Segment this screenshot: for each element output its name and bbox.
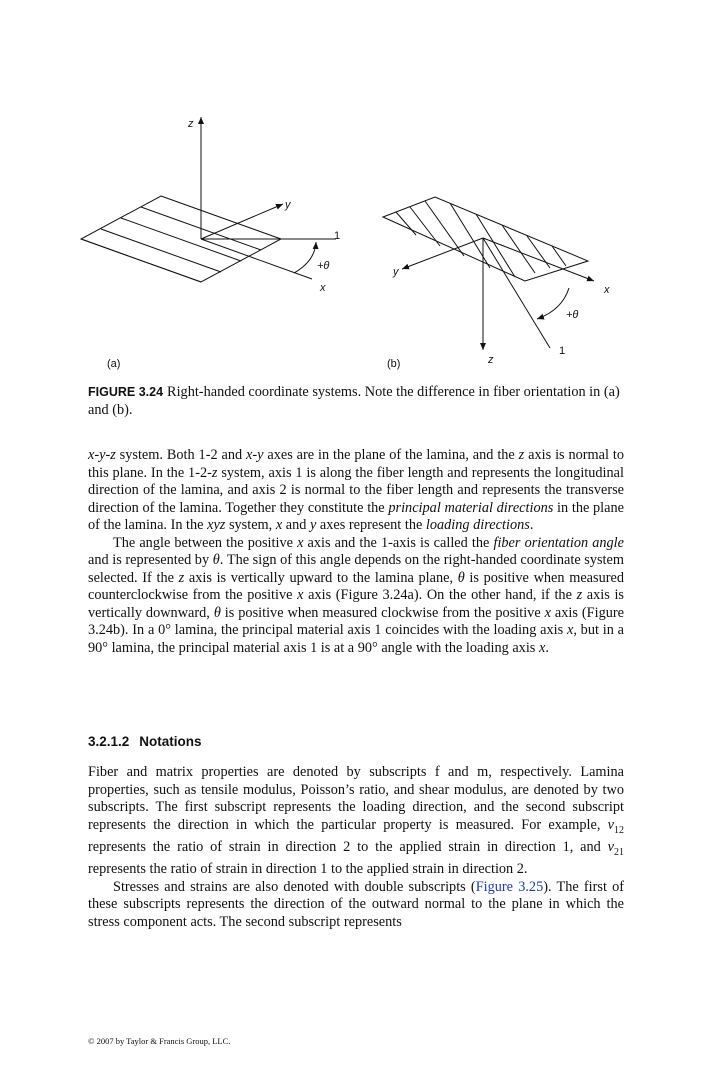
y-label-a: y [285, 199, 291, 211]
text-span: x-y-z [88, 447, 116, 463]
text-span: system. Both 1-2 and [115, 447, 247, 463]
z-label-a: z [188, 118, 194, 130]
text-span: system, [225, 517, 276, 533]
paragraph-4 [88, 879, 624, 932]
text-span: fiber orientation angle [493, 534, 624, 551]
text-span: θ [212, 552, 220, 568]
text-span: The angle between the positive [113, 534, 298, 551]
text-span: Stresses and strains are also denoted with double subscripts ( [113, 878, 476, 895]
text-span: . The sign of this angle depends on the right-handed coordinate system selected. If the [88, 552, 624, 586]
text-span: x [538, 639, 546, 656]
text-span: axis is vertically upward to the lamina plane, [184, 569, 458, 586]
z-label-b: z [488, 354, 494, 366]
section-number: 3.2.1.2 [88, 734, 130, 749]
text-span: ν [607, 838, 614, 855]
text-span: ν [607, 816, 614, 833]
text-span: x [297, 587, 304, 603]
text-span: Fiber and matrix properties are denoted by subscripts f and m, respectively. Lamina properties, such as tensile modulus, Poisson’s ratio, and shear modulus, are denoted by two subscripts. The first subscript represents the loading direction, and the second subscript represents the direction in which the particular property is measured. For example, [88, 764, 624, 833]
text-span: θ [213, 604, 221, 621]
text-span: axis (Figure 3.24b). In a 0° lamina, the principal material axis 1 coincides with the loading axis [88, 604, 624, 638]
text-span: and is represented by [88, 552, 213, 568]
panel-label-b: (b) [387, 358, 401, 370]
text-span: y [309, 517, 317, 533]
text-span: z [211, 464, 218, 481]
text-span: in the plane of the lamina. In the [88, 499, 624, 533]
text-span: x-y [246, 447, 264, 463]
x-label-a: x [320, 282, 326, 294]
text-span: 21 [614, 846, 624, 858]
text-span: x [544, 604, 551, 621]
panel-b-diagram [383, 197, 594, 350]
y-label-b: y [393, 266, 399, 278]
text-span: x [297, 534, 304, 551]
text-span: represents the ratio of strain in direction 2 to the applied strain in direction 1, and [88, 838, 608, 855]
text-span: z [178, 569, 185, 586]
caption-text: Right-handed coordinate systems. Note the difference in fiber orientation in (a) and (b). [88, 384, 620, 418]
y-axis-b [402, 238, 483, 269]
text-span: is positive when measured counterclockwise from the positive [88, 569, 624, 603]
angle-arc-b [537, 288, 569, 319]
angle-arc-a [294, 242, 316, 273]
text-span: represents the ratio of strain in direction 1 to the applied strain in direction 2. [88, 861, 528, 878]
text-span: xyz [207, 517, 226, 533]
figure-caption [88, 384, 624, 419]
section-heading [88, 734, 202, 749]
text-span: axis and the 1-axis is called the [303, 534, 494, 551]
y-axis-a [201, 204, 283, 239]
text-span: 12 [614, 824, 624, 836]
text-span: z [576, 587, 583, 603]
text-span: θ [457, 569, 465, 586]
panel-label-a: (a) [107, 358, 121, 370]
axis-1-label-b: 1 [559, 345, 566, 357]
paragraph-1 [88, 447, 624, 535]
text-span: and [282, 517, 310, 533]
text-span: x [275, 517, 283, 533]
text-span: axis (Figure 3.24a). On the other hand, if the [303, 587, 577, 603]
text-span: ). The first of these subscripts represents the direction of the outward normal to the plane in which the stress component acts. The second subscript represents [88, 878, 625, 930]
text-span: loading directions [425, 517, 530, 533]
text-span: x [566, 622, 574, 638]
axis-1-label-a: 1 [334, 230, 341, 242]
angle-label-b: +θ [566, 309, 579, 321]
angle-label-a: +θ [317, 260, 330, 272]
panel-a-diagram [81, 117, 336, 282]
text-span: axis is normal to this plane. In the 1-2- [88, 447, 624, 481]
fiber-lines-a [81, 207, 261, 282]
paragraph-3 [88, 764, 624, 879]
text-span: . [529, 517, 534, 533]
text-span: axis is vertically downward, [88, 587, 624, 621]
text-span: z [518, 447, 525, 463]
text-span: , but in a 90° lamina, the principal material axis 1 is at a 90° angle with the loading axis [88, 622, 624, 656]
text-span: system, axis 1 is along the fiber length and represents the longitudinal direction of the lamina, and axis 2 is normal to the fiber length and represents the transverse direction of the lamina. Together they constitute the [88, 464, 624, 516]
text-span: is positive when measured clockwise from the positive [220, 604, 545, 621]
text-span: . [545, 639, 549, 656]
text-span: axes represent the [316, 517, 426, 533]
body-text-bottom [88, 764, 624, 931]
copyright-footer: © 2007 by Taylor & Francis Group, LLC. [88, 1036, 231, 1046]
x-axis-b [483, 238, 594, 281]
paragraph-2 [88, 535, 624, 658]
text-span: principal material directions [388, 499, 554, 516]
caption-figure-id: FIGURE 3.24 [88, 385, 164, 399]
x-label-b: x [604, 284, 610, 296]
text-span: axes are in the plane of the lamina, and the [263, 447, 519, 463]
section-title: Notations [139, 734, 202, 749]
figure-3-25-link[interactable]: Figure 3.25 [475, 878, 544, 895]
figure-3-24 [80, 105, 625, 370]
body-text-top [88, 447, 624, 657]
